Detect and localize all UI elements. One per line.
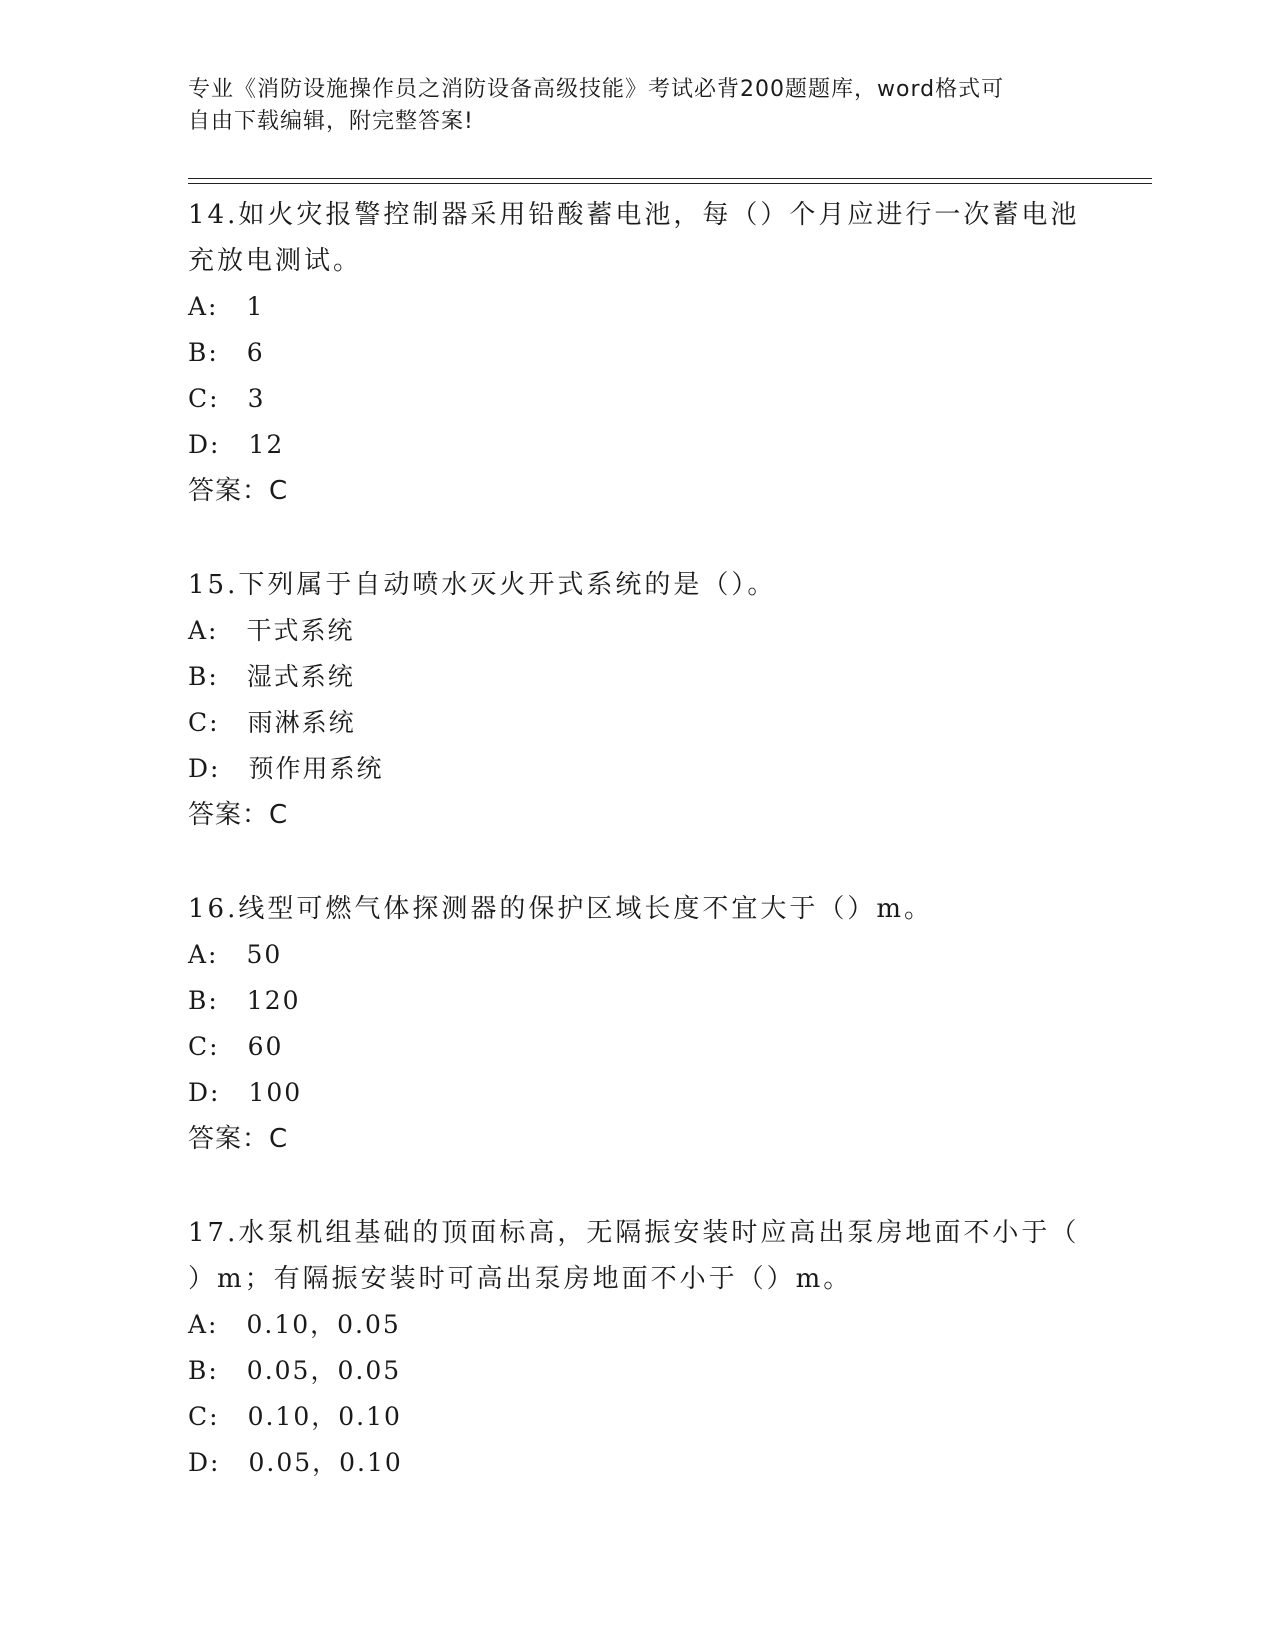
header-divider-bottom xyxy=(188,183,1152,184)
document-header xyxy=(188,74,1068,138)
answer-line: 答案：C xyxy=(188,800,289,830)
option-letter: B: xyxy=(188,338,219,367)
question-stem xyxy=(188,1210,1088,1302)
header-divider-top xyxy=(188,178,1152,179)
option-text: 120 xyxy=(246,986,301,1015)
option-letter: D: xyxy=(188,430,221,459)
stem-line: ）m；有隔振安装时可高出泵房地面不小于（）m。 xyxy=(188,1264,853,1294)
header-line-1: 专业《消防设施操作员之消防设备高级技能》考试必背200题题库，word格式可 xyxy=(188,77,1005,102)
option-letter: A: xyxy=(188,616,219,645)
option-letter: C: xyxy=(188,384,220,413)
question-17 xyxy=(188,1210,1088,1486)
question-14 xyxy=(188,192,1088,514)
option-letter: C: xyxy=(188,708,220,737)
option-letter: B: xyxy=(188,986,219,1015)
option-text: 0.05，0.10 xyxy=(248,1448,403,1477)
question-stem xyxy=(188,886,1088,932)
option-text: 1 xyxy=(246,292,265,321)
answer-line: 答案：C xyxy=(188,1124,289,1154)
option-letter: D: xyxy=(188,754,221,783)
option-letter: A: xyxy=(188,292,219,321)
option-b xyxy=(188,654,1088,700)
question-stem xyxy=(188,562,1088,608)
option-text: 雨淋系统 xyxy=(247,708,356,737)
option-letter: D: xyxy=(188,1078,221,1107)
option-letter: A: xyxy=(188,940,219,969)
option-d xyxy=(188,1440,1088,1486)
option-letter: B: xyxy=(188,1356,219,1385)
option-letter: C: xyxy=(188,1402,220,1431)
option-text: 50 xyxy=(246,940,283,969)
option-d xyxy=(188,746,1088,792)
option-text: 12 xyxy=(248,430,285,459)
option-text: 6 xyxy=(246,338,265,367)
stem-line: 17.水泵机组基础的顶面标高，无隔振安装时应高出泵房地面不小于（ xyxy=(188,1218,1080,1248)
option-text: 0.10，0.05 xyxy=(246,1310,401,1339)
option-a xyxy=(188,1302,1088,1348)
stem-line: 16.线型可燃气体探测器的保护区域长度不宜大于（）m。 xyxy=(188,894,934,924)
option-d xyxy=(188,1070,1088,1116)
stem-line: 14.如火灾报警控制器采用铅酸蓄电池，每（）个月应进行一次蓄电池 xyxy=(188,200,1080,230)
option-b xyxy=(188,330,1088,376)
option-text: 干式系统 xyxy=(246,616,355,645)
option-text: 预作用系统 xyxy=(248,754,384,783)
option-a xyxy=(188,608,1088,654)
option-c xyxy=(188,1024,1088,1070)
stem-line: 15.下列属于自动喷水灭火开式系统的是（）。 xyxy=(188,570,777,600)
option-b xyxy=(188,978,1088,1024)
option-letter: C: xyxy=(188,1032,220,1061)
stem-line: 充放电测试。 xyxy=(188,246,363,276)
question-stem xyxy=(188,192,1088,284)
option-b xyxy=(188,1348,1088,1394)
option-text: 0.05，0.05 xyxy=(246,1356,402,1385)
question-list xyxy=(188,188,1088,1534)
header-line-2: 自由下载编辑，附完整答案! xyxy=(188,109,474,134)
option-c xyxy=(188,700,1088,746)
option-c xyxy=(188,1394,1088,1440)
option-letter: B: xyxy=(188,662,219,691)
answer-line: 答案：C xyxy=(188,476,289,506)
option-text: 100 xyxy=(248,1078,303,1107)
question-15 xyxy=(188,562,1088,838)
option-letter: A: xyxy=(188,1310,219,1339)
option-letter: D: xyxy=(188,1448,221,1477)
option-a xyxy=(188,932,1088,978)
option-text: 0.10，0.10 xyxy=(247,1402,402,1431)
option-text: 湿式系统 xyxy=(246,662,355,691)
option-text: 3 xyxy=(247,384,266,413)
option-text: 60 xyxy=(247,1032,284,1061)
question-16 xyxy=(188,886,1088,1162)
option-c xyxy=(188,376,1088,422)
option-a xyxy=(188,284,1088,330)
option-d xyxy=(188,422,1088,468)
